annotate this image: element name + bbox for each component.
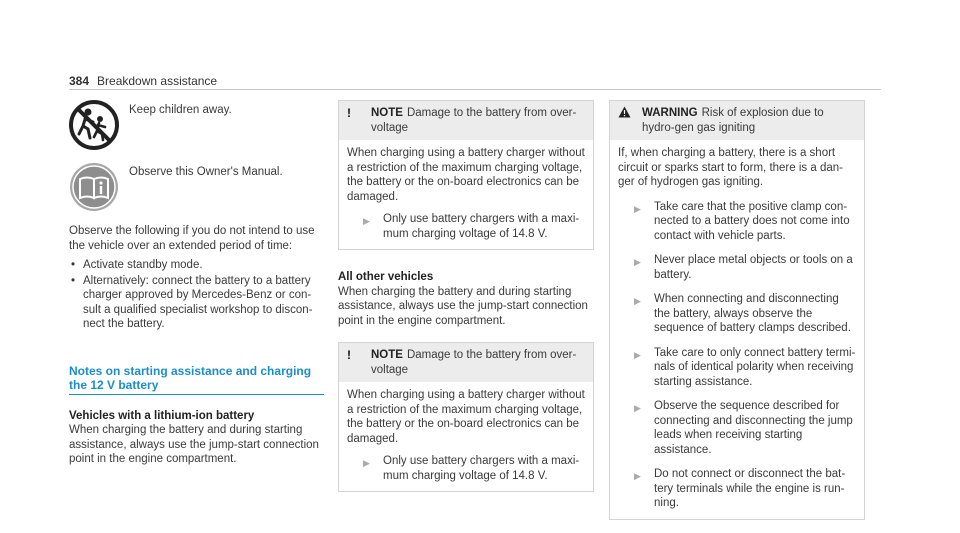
instruction-step xyxy=(618,467,856,511)
note-box xyxy=(338,342,594,492)
arrow-right-icon: ▶ xyxy=(634,296,641,306)
arrow-right-icon: ▶ xyxy=(634,203,641,214)
arrow-right-icon: ▶ xyxy=(363,458,370,468)
page-header xyxy=(69,74,217,88)
instruction-step xyxy=(618,399,856,457)
step-text: Take care that the positive clamp con-nected to a battery does not come into contact with vehicle parts. xyxy=(654,200,850,242)
exclamation-icon: ! xyxy=(347,106,351,120)
arrow-right-icon: ▶ xyxy=(634,471,641,481)
step-text: Take care to only connect battery termi-nals of identical polarity when receiving starting assistance. xyxy=(654,346,856,388)
section-title: Notes on starting assistance and charging the 12 V battery xyxy=(69,364,324,395)
exclamation-icon: ! xyxy=(347,348,351,362)
arrow-right-icon: ▶ xyxy=(634,349,641,360)
note-body xyxy=(339,382,593,491)
list-item: • Alternatively: connect the battery to a battery charger approved by Mercedes-Benz or con-sult a qualified specialist workshop to discon-nect the battery. xyxy=(83,274,324,332)
note-text: When charging using a battery charger without a restriction of the maximum charging voltage, the battery or the on-board electronics can be damaged. xyxy=(347,147,585,203)
note-header xyxy=(339,101,593,140)
instruction-step xyxy=(618,200,856,244)
subsection-text: When charging the battery and during starting assistance, always use the jump-start connection point in the engine compartment. xyxy=(338,285,588,327)
symbol-text: Observe this Owner's Manual. xyxy=(129,166,283,178)
subsection-text: When charging the battery and during starting assistance, always use the jump-start connection point in the engine compartment. xyxy=(69,424,319,465)
intro-paragraph: Observe the following if you do not intend to use the vehicle over an extended period of time: xyxy=(69,225,315,252)
section-name: Breakdown assistance xyxy=(97,74,218,88)
bullet-list xyxy=(69,258,324,332)
symbol-row xyxy=(69,100,324,150)
list-item: • Activate standby mode. xyxy=(83,258,324,273)
step-text: Never place metal objects or tools on a battery. xyxy=(654,254,853,281)
step-text: Only use battery chargers with a maxi-mum charging voltage of 14.8 V. xyxy=(383,213,580,240)
note-header xyxy=(339,343,593,382)
note-title: Damage to the battery from over-voltage xyxy=(371,107,577,134)
column-1 xyxy=(69,100,324,467)
instruction-step xyxy=(347,454,585,483)
step-text: When connecting and disconnecting the battery, always observe the sequence of battery clamps described. xyxy=(654,293,851,334)
note-body xyxy=(339,140,593,249)
subsection-title: All other vehicles xyxy=(338,271,434,283)
note-text: When charging using a battery charger without a restriction of the maximum charging voltage, the battery or the on-board electronics can be damaged. xyxy=(347,389,585,445)
subsection-title: Vehicles with a lithium-ion battery xyxy=(69,409,255,422)
symbol-text: Keep children away. xyxy=(129,104,232,116)
warning-triangle-icon xyxy=(618,106,634,122)
warning-title: Risk of explosion due to hydro-gen gas igniting xyxy=(642,107,824,134)
warning-keyword: WARNING xyxy=(642,107,698,119)
column-3 xyxy=(609,100,865,532)
note-keyword: NOTE xyxy=(371,107,403,119)
warning-body xyxy=(610,140,864,519)
arrow-right-icon: ▶ xyxy=(363,216,370,226)
warning-box xyxy=(609,100,865,520)
step-text: Only use battery chargers with a maxi-mum charging voltage of 14.8 V. xyxy=(383,455,580,482)
step-text: Do not connect or disconnect the bat-tery terminals while the engine is run-ning. xyxy=(654,468,846,509)
instruction-step xyxy=(618,346,856,390)
instruction-step xyxy=(618,292,856,336)
owners-manual-icon xyxy=(69,162,119,212)
instruction-step xyxy=(347,212,585,241)
note-box xyxy=(338,100,594,250)
arrow-right-icon: ▶ xyxy=(634,403,641,413)
note-keyword: NOTE xyxy=(371,349,403,361)
warning-header xyxy=(610,101,864,140)
symbol-row xyxy=(69,162,324,212)
header-rule xyxy=(69,89,881,90)
step-text: Observe the sequence described for connecting and disconnecting the jump leads when receiving starting assistance. xyxy=(654,400,853,456)
warning-text: If, when charging a battery, there is a short circuit or sparks start to form, there is a dan-ger of hydrogen gas igniting. xyxy=(618,147,843,188)
note-title: Damage to the battery from over-voltage xyxy=(371,349,577,376)
arrow-right-icon: ▶ xyxy=(634,257,641,267)
instruction-step xyxy=(618,253,856,282)
children-prohibited-icon xyxy=(69,100,119,150)
page-number: 384 xyxy=(69,74,90,88)
column-2 xyxy=(338,100,594,504)
